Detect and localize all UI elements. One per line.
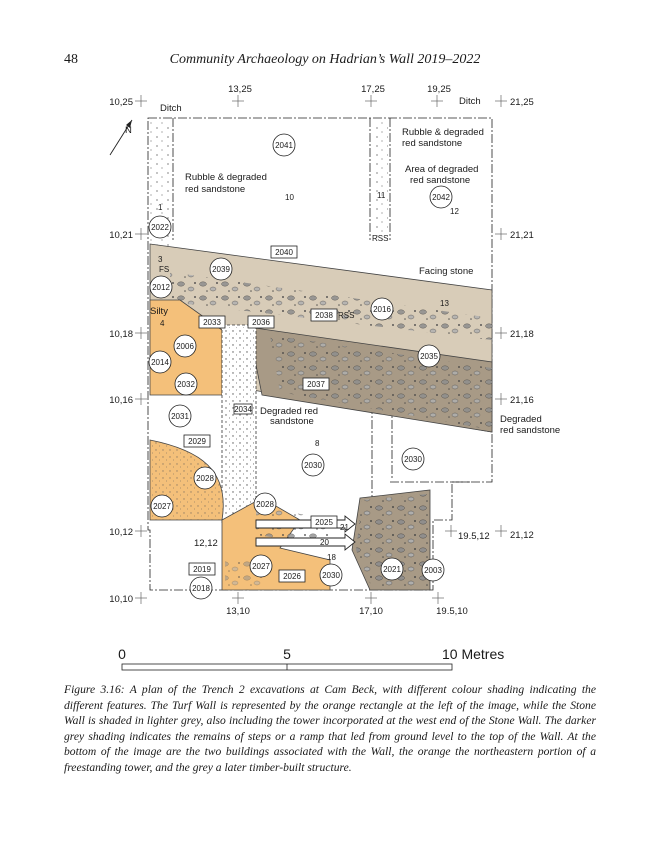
context-circle	[149, 351, 171, 373]
note-degraded-right: Degraded	[500, 414, 542, 425]
context-box	[311, 516, 337, 528]
scale-bar	[118, 646, 504, 670]
svg-text:2016: 2016	[373, 305, 391, 314]
page-number: 48	[64, 52, 78, 67]
note-silty: Silty	[150, 306, 168, 317]
svg-text:2031: 2031	[171, 412, 189, 421]
north-arrow-icon	[110, 120, 132, 155]
svg-text:2030: 2030	[322, 571, 340, 580]
context-circle	[169, 405, 191, 427]
context-box	[271, 246, 297, 258]
note-area: Area of degraded	[405, 164, 479, 175]
grid-label: 19,25	[427, 84, 451, 95]
grid-label: 17,25	[361, 84, 385, 95]
scale-label-0: 0	[118, 646, 126, 662]
note-num: 21	[340, 523, 349, 532]
context-circle	[250, 555, 272, 577]
grid-label: 10,18	[109, 329, 133, 340]
svg-text:2028: 2028	[256, 500, 274, 509]
context-box	[311, 309, 337, 321]
grid-label: 17,10	[359, 606, 383, 617]
context-circle	[273, 134, 295, 156]
note-degraded-mid: Degraded red	[260, 406, 319, 417]
note-num: 3	[158, 255, 163, 264]
svg-text:2029: 2029	[188, 437, 206, 446]
context-circle	[150, 276, 172, 298]
context-circle	[320, 564, 342, 586]
context-box	[234, 404, 252, 414]
svg-text:2037: 2037	[307, 380, 325, 389]
svg-text:N: N	[125, 125, 132, 136]
note-ditch-right: Ditch	[459, 96, 481, 107]
scale-label-5: 5	[283, 646, 291, 662]
note-num: 11	[377, 191, 386, 200]
svg-text:2030: 2030	[404, 455, 422, 464]
grid-label: 21,12	[510, 530, 534, 541]
grid-label: 21,21	[510, 230, 534, 241]
note-num: 8	[315, 439, 320, 448]
svg-text:2021: 2021	[383, 565, 401, 574]
context-circle	[194, 467, 216, 489]
context-circle	[210, 258, 232, 280]
svg-text:2019: 2019	[193, 565, 211, 574]
grid-label: 19.5,10	[436, 606, 468, 617]
note-rubble-left: red sandstone	[185, 184, 246, 195]
note-degraded-mid: sandstone	[270, 416, 314, 427]
note-rss: RSS	[372, 234, 389, 243]
svg-text:2039: 2039	[212, 265, 230, 274]
svg-text:2038: 2038	[315, 311, 333, 320]
note-rubble-left: Rubble & degraded	[185, 172, 267, 183]
note-rubble-right: red sandstone	[402, 138, 463, 149]
context-box	[279, 570, 305, 582]
note-num: 1	[158, 203, 163, 212]
context-circle	[402, 448, 424, 470]
dotted-column-fill	[224, 327, 254, 523]
svg-text:2040: 2040	[275, 248, 293, 257]
grid-label: 10,16	[109, 395, 133, 406]
note-area: red sandstone	[410, 175, 471, 186]
grid-label: 10,25	[109, 97, 133, 108]
note-num: 13	[440, 299, 449, 308]
context-circle	[174, 335, 196, 357]
context-box	[248, 316, 274, 328]
svg-text:2012: 2012	[152, 283, 170, 292]
context-circle	[371, 298, 393, 320]
context-box	[189, 563, 215, 575]
note-degraded-right: red sandstone	[500, 425, 561, 436]
context-circle	[418, 345, 440, 367]
figure-caption: Figure 3.16: A plan of the Trench 2 excavations at Cam Beck, with different colour shading indicating the different features. The Turf Wall is represented by the orange rectangle at the left of the image, while the Stone Wall is shaded in lighter grey, also including the tower incorporated at the west end of the Stone Wall. The darker grey shading indicates the remains of steps or a ramp that led from ground level to the top of the Wall. At the bottom of the image are the two buildings associated with the Wall, the orange the northeastern portion of a freestanding tower, and the grey a later timber-built structure.	[64, 683, 596, 774]
svg-text:2006: 2006	[176, 342, 194, 351]
svg-text:2018: 2018	[192, 584, 210, 593]
grid-label: 13,10	[226, 606, 250, 617]
scale-label-10: 10 Metres	[442, 646, 505, 662]
context-circle	[381, 558, 403, 580]
svg-text:2036: 2036	[252, 318, 270, 327]
note-num: 18	[327, 553, 336, 562]
svg-text:2030: 2030	[304, 461, 322, 470]
note-num: 20	[320, 538, 329, 547]
svg-text:2003: 2003	[424, 566, 442, 575]
grid-label: 10,12	[109, 527, 133, 538]
running-head: Community Archaeology on Hadrian’s Wall 2019–2022	[169, 52, 481, 67]
svg-text:2014: 2014	[151, 358, 169, 367]
svg-text:2042: 2042	[432, 193, 450, 202]
svg-text:2032: 2032	[177, 380, 195, 389]
svg-text:2027: 2027	[252, 562, 270, 571]
ditch-fill-right	[372, 120, 388, 240]
grid-label: 10,21	[109, 230, 133, 241]
note-ditch-left: Ditch	[160, 103, 182, 114]
note-num: 10	[285, 193, 294, 202]
context-box	[303, 378, 329, 390]
svg-text:2026: 2026	[283, 572, 301, 581]
context-circle	[422, 559, 444, 581]
grid-label: 19.5,12	[458, 531, 490, 542]
svg-text:2025: 2025	[315, 518, 333, 527]
grid-label: 10,10	[109, 594, 133, 605]
note-rss: RSS	[338, 311, 355, 320]
svg-text:2028: 2028	[196, 474, 214, 483]
context-circle	[190, 577, 212, 599]
svg-text:2035: 2035	[420, 352, 438, 361]
svg-text:2034: 2034	[234, 405, 252, 414]
note-facing-stone: Facing stone	[419, 266, 474, 277]
svg-text:2027: 2027	[153, 502, 171, 511]
context-box	[184, 435, 210, 447]
context-box	[199, 316, 225, 328]
note-fs: FS	[159, 265, 170, 274]
svg-text:2033: 2033	[203, 318, 221, 327]
grid-label: 12,12	[194, 538, 218, 549]
grid-label: 21,18	[510, 329, 534, 340]
grid-label: 21,16	[510, 395, 534, 406]
context-circle	[430, 186, 452, 208]
context-circle	[302, 454, 324, 476]
context-circle	[149, 216, 171, 238]
context-circle	[254, 493, 276, 515]
svg-text:2022: 2022	[151, 223, 169, 232]
svg-text:2041: 2041	[275, 141, 293, 150]
context-circle	[175, 373, 197, 395]
grid-label: 13,25	[228, 84, 252, 95]
note-num: 12	[450, 207, 459, 216]
context-circle	[151, 495, 173, 517]
note-num: 4	[160, 319, 165, 328]
grid-label: 21,25	[510, 97, 534, 108]
note-rubble-right: Rubble & degraded	[402, 127, 484, 138]
